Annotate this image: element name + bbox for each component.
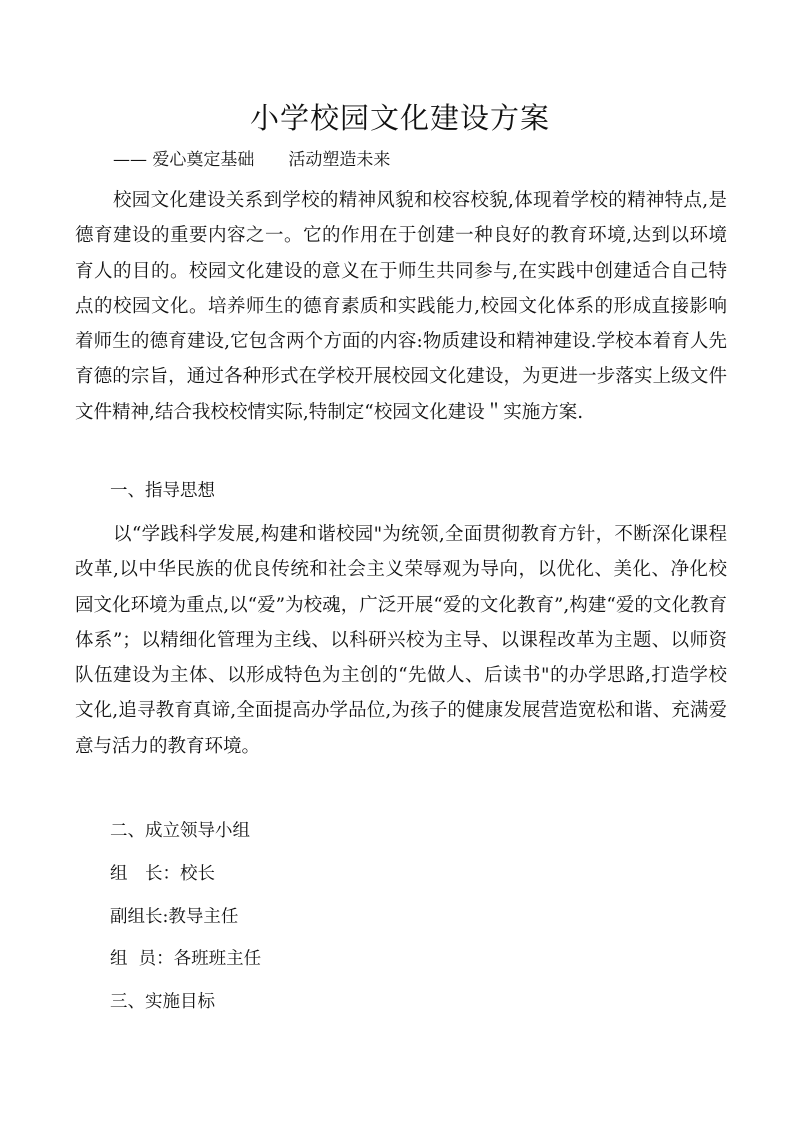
section-heading-leadership-group: 二、成立领导小组 [110,821,250,841]
guiding-ideology-paragraph: 以“学践科学发展,构建和谐校园"为统领,全面贯彻教育方针，不断深化课程改革,以中华民族的优良传统和社会主义荣辱观为导向，以优化、美化、净化校园文化环境为重点,以“爱”为校魂，广泛开展“爱的文化教育”,构建“爱的文化教育体系”；以精细化管理为主线、以科研兴校为主导、以课程改革为主题、以师资队伍建设为主体、以形成特色为主创的“先做人、后读书"的办学思路,打造学校文化,追寻教育真谛,全面提高办学品位,为孩子的健康发展营造宽松和谐、充满爱意与活力的教育环境。 [75,524,727,757]
section-heading-guiding-ideology: 一、指导思想 [110,481,215,501]
leadership-members-line: 组 员：各班班主任 [110,949,262,969]
intro-paragraph: 校园文化建设关系到学校的精神风貌和校容校貌,体现着学校的精神特点,是德育建设的重要内容之一。它的作用在于创建一种良好的教育环境,达到以环境育人的目的。校园文化建设的意义在于师生共同参与,在实践中创建适合自己特点的校园文化。培养师生的德育素质和实践能力,校园文化体系的形成直接影响着师生的德育建设,它包含两个方面的内容:物质建设和精神建设.学校本着育人先育德的宗旨，通过各种形式在学校开展校园文化建设，为更进一步落实上级文件文件精神,结合我校校情实际,特制定“校园文化建设＂实施方案. [75,190,727,423]
section-heading-implementation-goals: 三、实施目标 [110,992,215,1012]
document-subtitle: —— 爱心奠定基础 活动塑造未来 [113,150,391,170]
leadership-deputy-line: 副组长:教导主任 [110,907,239,927]
document-title: 小学校园文化建设方案 [249,101,550,135]
leadership-leader-line: 组 长：校长 [110,864,215,884]
